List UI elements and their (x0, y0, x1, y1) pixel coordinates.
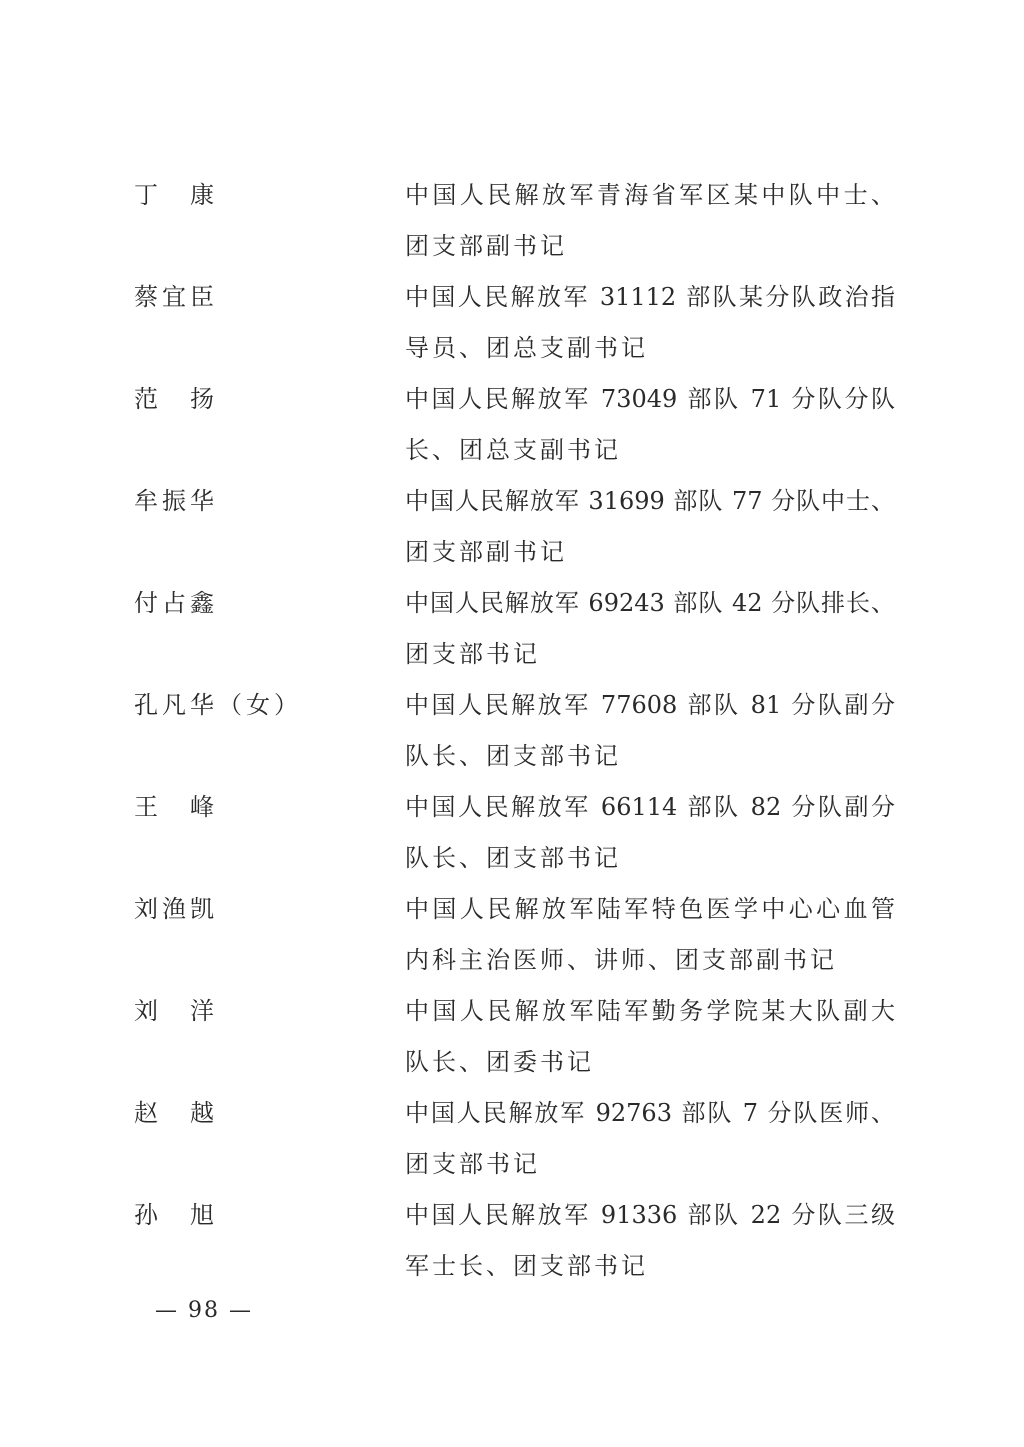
person-description (405, 1190, 895, 1292)
person-name: 蔡宜臣 (134, 283, 218, 311)
person-description (405, 272, 895, 374)
description-line: 中国人民解放军 31699 部队 77 分队中士、 (405, 487, 895, 515)
person-name: 赵 越 (134, 1099, 218, 1127)
description-line: 中国人民解放军陆军勤务学院某大队副大 (405, 997, 895, 1025)
person-name: 刘 洋 (134, 997, 218, 1025)
description-line: 队长、团委书记 (405, 1048, 594, 1076)
description-line: 团支部副书记 (405, 232, 567, 260)
person-name: 孔凡华（女） (134, 691, 302, 719)
person-description (405, 884, 895, 986)
description-line: 队长、团支部书记 (405, 844, 621, 872)
list-item (0, 1078, 1024, 1180)
person-name: 付占鑫 (134, 589, 218, 617)
list-item (0, 772, 1024, 874)
description-line: 中国人民解放军 31112 部队某分队政治指 (405, 283, 895, 311)
person-description (405, 170, 895, 272)
description-line: 内科主治医师、讲师、团支部副书记 (405, 946, 837, 974)
list-item (0, 364, 1024, 466)
description-line: 长、团总支副书记 (405, 436, 621, 464)
person-name: 丁 康 (134, 181, 218, 209)
list-item (0, 874, 1024, 976)
description-line: 中国人民解放军 92763 部队 7 分队医师、 (405, 1099, 895, 1127)
description-line: 中国人民解放军 77608 部队 81 分队副分 (405, 691, 895, 719)
person-description (405, 578, 895, 680)
page-number: — 98 — (155, 1298, 253, 1323)
person-name: 牟振华 (134, 487, 218, 515)
person-description (405, 680, 895, 782)
list-item (0, 466, 1024, 568)
person-name: 王 峰 (134, 793, 218, 821)
list-item (0, 670, 1024, 772)
person-description (405, 782, 895, 884)
list-item (0, 976, 1024, 1078)
description-line: 中国人民解放军 73049 部队 71 分队分队 (405, 385, 895, 413)
description-line: 军士长、团支部书记 (405, 1252, 648, 1280)
person-name: 范 扬 (134, 385, 218, 413)
person-name: 刘渔凯 (134, 895, 218, 923)
person-description (405, 1088, 895, 1190)
description-line: 中国人民解放军 91336 部队 22 分队三级 (405, 1201, 895, 1229)
person-description (405, 986, 895, 1088)
person-description (405, 374, 895, 476)
honoree-list (0, 160, 1024, 1282)
list-item (0, 1180, 1024, 1282)
list-item (0, 262, 1024, 364)
description-line: 团支部书记 (405, 1150, 540, 1178)
description-line: 队长、团支部书记 (405, 742, 621, 770)
person-description (405, 476, 895, 578)
description-line: 中国人民解放军陆军特色医学中心心血管 (405, 895, 895, 923)
description-line: 团支部副书记 (405, 538, 567, 566)
description-line: 导员、团总支副书记 (405, 334, 648, 362)
list-item (0, 160, 1024, 262)
description-line: 中国人民解放军青海省军区某中队中士、 (405, 181, 895, 209)
description-line: 中国人民解放军 69243 部队 42 分队排长、 (405, 589, 895, 617)
description-line: 中国人民解放军 66114 部队 82 分队副分 (405, 793, 895, 821)
person-name: 孙 旭 (134, 1201, 218, 1229)
list-item (0, 568, 1024, 670)
description-line: 团支部书记 (405, 640, 540, 668)
